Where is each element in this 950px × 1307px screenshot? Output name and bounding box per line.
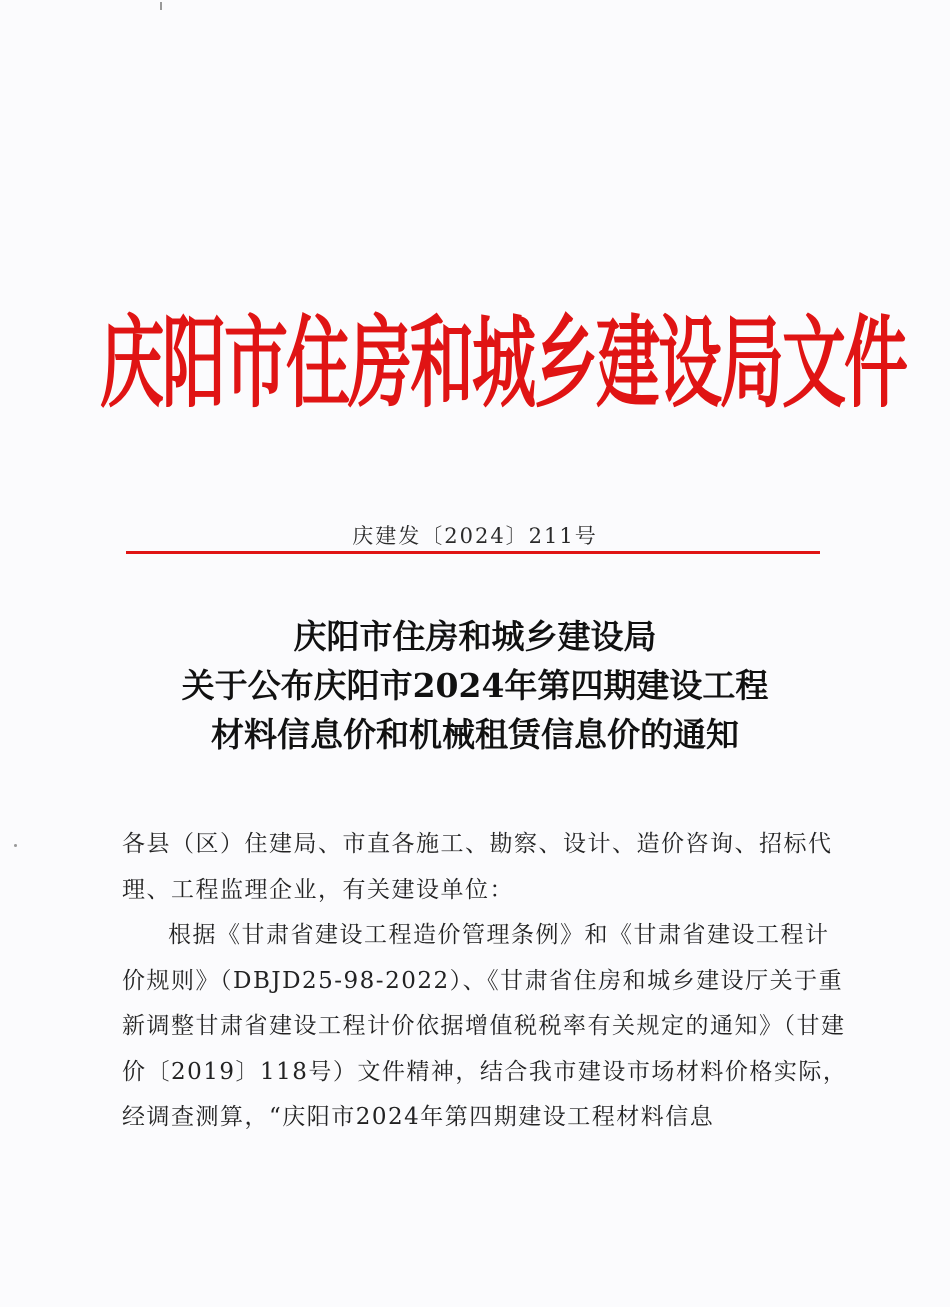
red-divider-line [126, 551, 820, 554]
masthead-title: 庆阳市住房和城乡建设局文件 [100, 306, 906, 423]
notice-title [0, 612, 950, 759]
scan-speck [14, 844, 17, 847]
document-body [122, 822, 852, 1141]
notice-title-line-1: 庆阳市住房和城乡建设局 [293, 617, 657, 656]
document-number: 庆建发〔2024〕211号 [352, 524, 598, 548]
body-paragraph-1: 根据《甘肃省建设工程造价管理条例》和《甘肃省建设工程计价规则》（DBJD25-98-2022）、《甘肃省住房和城乡建设厅关于重新调整甘肃省建设工程计价依据增值税税率有关规定的通知》（甘建价〔2019〕118号）文件精神，结合我市建设市场材料价格实际，经调查测算，“庆阳市2024年第四期建设工程材料信息 [122, 922, 848, 1130]
addressee-paragraph: 各县（区）住建局、市直各施工、勘察、设计、造价咨询、招标代理、工程监理企业，有关建设单位： [122, 831, 833, 903]
notice-title-line-2: 关于公布庆阳市2024年第四期建设工程 [181, 666, 769, 705]
scan-mark [160, 2, 162, 10]
notice-title-line-3: 材料信息价和机械租赁信息价的通知 [211, 715, 739, 754]
